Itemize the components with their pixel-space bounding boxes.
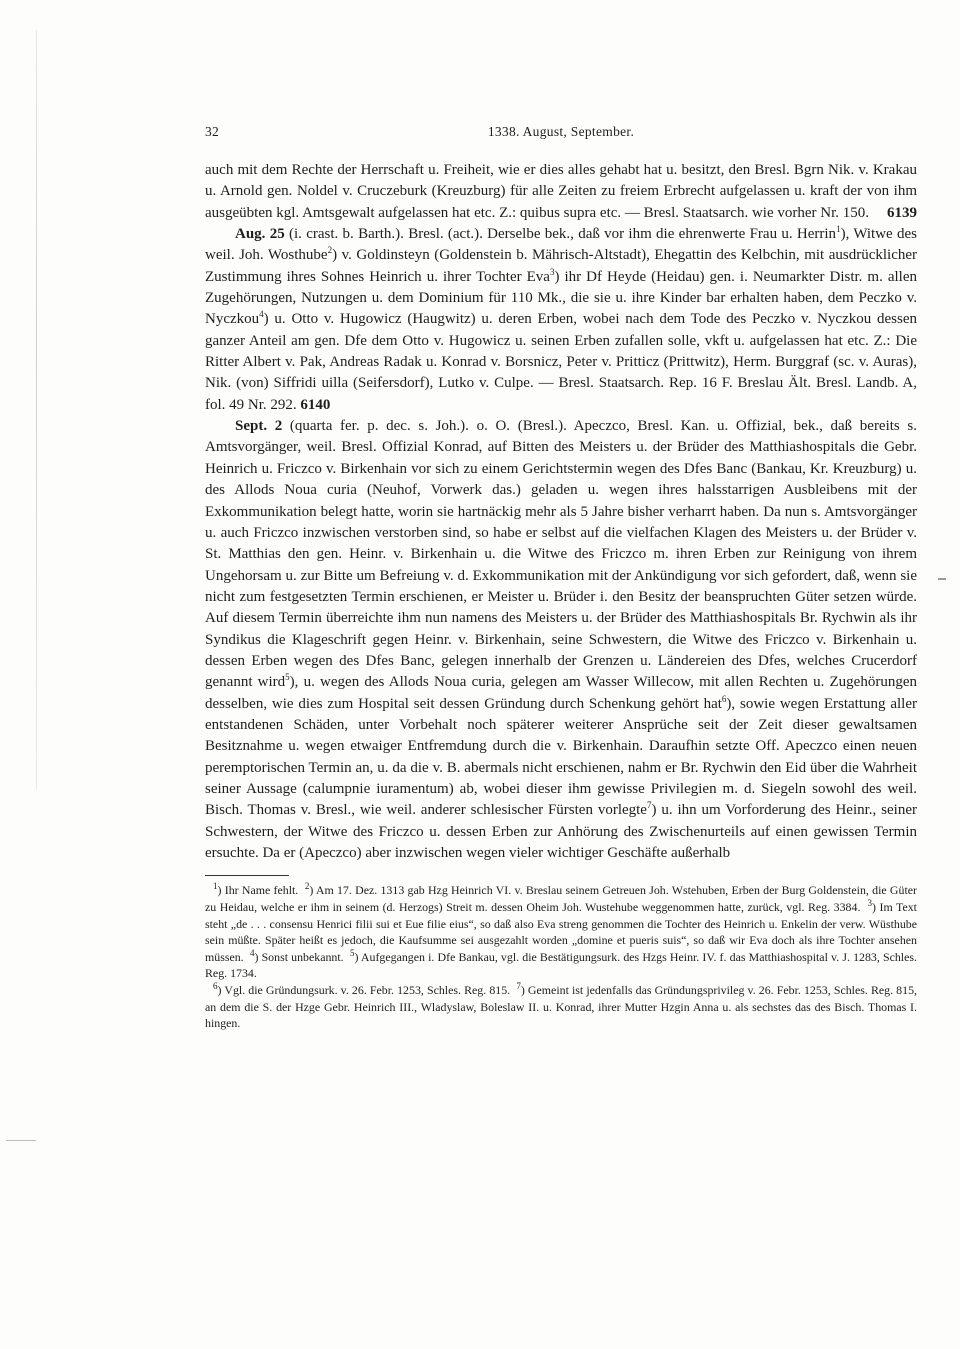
footnote-ref: 5 xyxy=(285,672,290,683)
main-text xyxy=(205,160,917,864)
footnote-ref: 1 xyxy=(836,224,841,235)
running-head-title: 1338. August, September. xyxy=(487,124,635,139)
document-number: 6139 xyxy=(887,204,917,221)
footnote-ref: 7 xyxy=(646,800,652,811)
scan-margin-mark xyxy=(938,578,946,580)
entry-paragraph: Aug. 25 (i. crast. b. Barth.). Bresl. (act.). Derselbe bek., daß vor ihm die ehrenwerte Frau u. Herrin$^1$), Witwe des weil. Joh. Wosthube$^2$) v. Goldinsteyn (Goldenstein b. Mährisch-Altstadt), Ehegattin des Kelbchin, mit ausdrücklicher Zustimmung ihres Sohnes Heinrich u. ihrer Tochter Eva$^3$) ihr Df Heyde (Heidau) gen. i. Neumarkter Distr. m. allen Zugehörungen, Nutzungen u. dem Dominium für 110 Mk., die sie u. ihre Kinder bar erhalten haben, dem Peczko v. Nyczkou$^4$) u. Otto v. Hugowicz (Haugwitz) u. deren Erben, wobei nach dem Tode des Peczko v. Nyczkou dessen ganzer Anteil am gen. Dfe dem Otto v. Hugowicz u. seinen Erben zufallen solle, vkft u. aufgelassen hat etc. Z.: Die Ritter Albert v. Pak, Andreas Radak u. Konrad v. Borsnicz, Peter v. Pritticz (Prittwitz), Herm. Burggraf (sc. v. Auras), Nik. (von) Siffridi uilla (Seifersdorf), Lutko v. Culpe. — Bresl. Staatsarch. Rep. 16 F. Breslau Ält. Bresl. Landb. A, fol. 49 Nr. 292. 6140 xyxy=(205,224,918,413)
entry-date: Aug. 25 xyxy=(235,226,285,243)
footnote-mark: 7 xyxy=(516,980,521,991)
entry-date: Sept. 2 xyxy=(235,418,283,435)
footnote-mark: 6 xyxy=(213,980,218,991)
document-number: 6140 xyxy=(300,396,331,413)
footnote-divider xyxy=(205,875,289,876)
footnote-ref: 2 xyxy=(327,245,333,256)
footnote-mark: 1 xyxy=(213,881,218,892)
footnote-ref: 3 xyxy=(549,266,555,277)
scan-edge-line xyxy=(36,30,37,790)
footnotes xyxy=(205,882,917,1031)
footnote-mark: 5 xyxy=(349,947,355,958)
scan-edge-mark xyxy=(6,1140,36,1141)
entry-paragraph: Sept. 2 (quarta fer. p. dec. s. Joh.). o. O. (Bresl.). Apeczco, Bresl. Kan. u. Offizial, bek., daß bereits s. Amtsvorgänger, weil. Bresl. Offizial Konrad, auf Bitten des Meisters u. der Brüder des Matthiashospitals die Gebr. Heinrich u. Friczco v. Birkenhain vor sich zu einem Gerichtstermin wegen des Dfes Banc (Bankau, Kr. Kreuzburg) u. des Allods Noua curia (Neuhof, Vorwerk das.) geladen u. wegen ihres halsstarrigen Ausbleibens mit der Exkommunikation belegt hatte, worin sie hartnäckig mehr als 5 Jahre bisher verharrt haben. Da nun s. Amtsvorgänger u. auch Friczco inzwischen verstorben sind, so habe er selbst auf die vielfachen Klagen des Meisters u. der Brüder v. St. Matthias den gen. Heinr. v. Birkenhain u. die Witwe des Friczco m. ihren Erben zur Reinigung von ihrem Ungehorsam u. zur Bitte um Befreiung v. d. Exkommunikation mit der Ankündigung vor sich gefordert, daß, wenn sie nicht zum festgesetzten Termin erschienen, er Meister u. Brüder i. den Besitz der beanspruchten Güter setzen würde. Auf diesem Termin überreichte ihm nun namens des Meisters u. der Brüder des Matthiashospitals Br. Rychwin als ihr Syndikus die Klageschrift gegen Heinr. v. Birkenhain, seine Schwestern, die Witwe des Friczco v. Birkenhain u. dessen Erben wegen des Dfes Banc, gelegen innerhalb der Grenzen u. Ländereien des Dfes, welches Crucerdorf genannt wird$^5$), u. wegen des Allods Noua curia, gelegen am Wasser Willecow, mit allen Rechten u. Zugehörungen desselben, wie dies zum Hospital seit dessen Gründung durch Schenkung gehört hat$^6$), sowie wegen Erstattung aller entstandenen Schäden, unter Vorbehalt noch späterer weiterer Ansprüche seit der Zeit dieser gewaltsamen Besitznahme u. wegen etwaiger Entfremdung durch die v. Birkenhain. Daraufhin setzte Off. Apeczco einen neuen peremptorischen Termin an, u. da die v. B. abermals nicht erschienen, nahm er Br. Rychwin den Eid über die Wahrheit seiner Aussage (calumpnie iuramentum) ab, wobei dieser ihm gewisse Privilegien m. d. Siegeln sowohl des weil. Bisch. Thomas v. Bresl., wie weil. anderer schlesischer Fürsten vorlegte$^7$) u. ihn um Vorforderung des Heinr., seiner Schwestern, der Witwe des Friczco u. dessen Erben zur Anhörung des Zwischenurteils auf einen gewissen Termin ersuchte. Da er (Apeczco) aber inzwischen wegen vieler wichtiger Geschäfte außerhalb xyxy=(205,418,918,861)
footnote-block: $^6$) Vgl. die Gründungsurk. v. 26. Febr. 1253, Schles. Reg. 815. $^7$) Gemeint ist jedenfalls das Gründungsprivileg v. 26. Febr. 1253, Schles. Reg. 815, an dem die S. der Hzge Gebr. Heinrich III., Wladyslaw, Boleslaw II. u. Konrad, ihrer Mutter Hzgin Anna u. als sechstes das des Bisch. Thomas I. hingen. xyxy=(205,980,917,1031)
footnote-mark: 4 xyxy=(249,947,255,958)
document-page xyxy=(205,124,917,1032)
footnote-ref: 6 xyxy=(721,693,727,704)
footnote-block: $^1$) Ihr Name fehlt. $^2$) Am 17. Dez. 1313 gab Hzg Heinrich VI. v. Breslau seinem Getreuen Joh. Wstehuben, Erben der Burg Goldenstein, die Güter zu Heidau, welche er ihm in seinem (d. Herzogs) Streit m. dessen Oheim Joh. Wustehube weggenommen hatte, zurück, vgl. Reg. 3384. $^3$) Im Text steht „de . . . consensu Henrici filii sui et Eue filie eius“, so daß also Eva streng genommen die Tochter des Heinrich u. Enkelin der verw. Wüsthube sein müßte. Später heißt es jedoch, die Kaufsumme sei ausgezahlt worden „domine et pueris suis“, so daß wir Eva doch als ihre Tochter ansehen müssen. $^4$) Sonst unbekannt. $^5$) Aufgegangen i. Dfe Bankau, vgl. die Bestätigungsurk. des Hzgs Heinr. IV. f. das Matthiashospital v. J. 1283, Schles. Reg. 1734. xyxy=(205,881,917,981)
paragraph-continuation: auch mit dem Rechte der Herrschaft u. Freiheit, wie er dies alles gehabt hat u. besitzt, den Bresl. Bgrn Nik. v. Krakau u. Arnold gen. Noldel v. Cruczeburk (Kreuzburg) für alle Zeiten zu freiem Erbrecht aufgelassen u. kraft der von ihm ausgeübten kgl. Amtsgewalt aufgelassen hat etc. Z.: quibus supra etc. — Bresl. Staatsarch. wie vorher Nr. 150. 6139 xyxy=(205,160,917,224)
footnote-ref: 4 xyxy=(259,309,264,320)
running-header xyxy=(205,124,917,144)
page-number: 32 xyxy=(205,124,220,139)
footnote-mark: 3 xyxy=(867,897,872,908)
footnote-mark: 2 xyxy=(304,881,310,892)
